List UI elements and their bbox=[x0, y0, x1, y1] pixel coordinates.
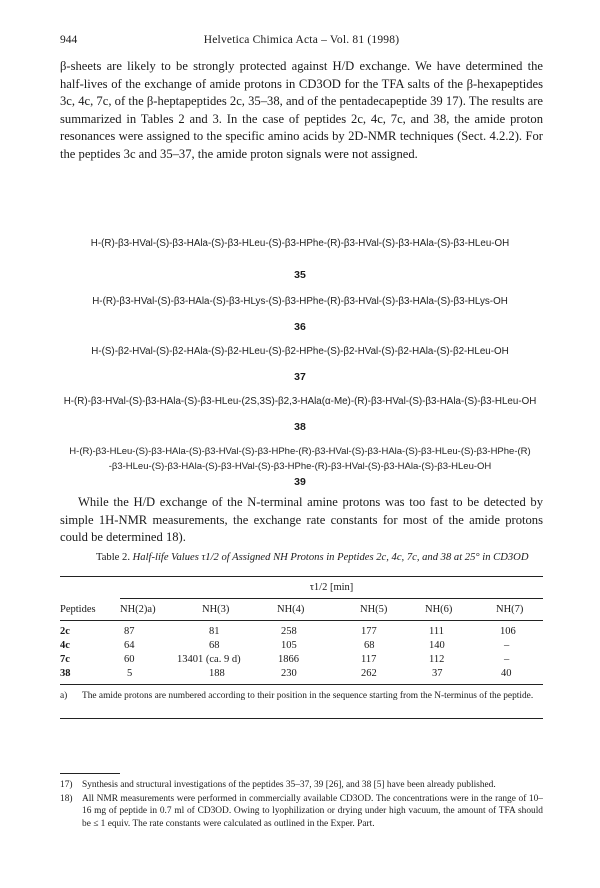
page-number: 944 bbox=[60, 34, 78, 46]
footnote-separator bbox=[60, 773, 120, 774]
table-spanner-header: τ1/2 [min] bbox=[309, 582, 354, 593]
table-row-2-nh3: 68 bbox=[209, 640, 220, 651]
column-header-nh7: NH(7) bbox=[496, 604, 524, 615]
table-caption-label: Table 2. bbox=[96, 552, 130, 563]
column-header-nh3: NH(3) bbox=[202, 604, 230, 615]
compound-36-label: 36 bbox=[294, 321, 306, 333]
table-row-3-nh3: 13401 (ca. 9 d) bbox=[177, 654, 241, 665]
compound-39-formula-line2: -β3-HLeu-(S)-β3-HAla-(S)-β3-HVal-(S)-β3-HPhe-(R)-β3-HVal-(S)-β3-HAla-(S)-β3-HLeu-OH bbox=[108, 461, 492, 472]
table-row-3-nh5: 117 bbox=[361, 654, 377, 665]
compound-38-formula: H-(R)-β3-HVal-(S)-β3-HAla-(S)-β3-HLeu-(2S,3S)-β2,3-HAla(α-Me)-(R)-β3-HVal-(S)-β3-HAla-(S)-β3-HLeu-OH bbox=[63, 396, 537, 407]
compound-39-label: 39 bbox=[294, 476, 306, 488]
table-row-4-nh5: 262 bbox=[361, 668, 377, 679]
table-row-1-nh7: 106 bbox=[500, 626, 516, 637]
compound-38-label: 38 bbox=[294, 421, 306, 433]
table-top-rule bbox=[60, 576, 543, 577]
table-row-4-peptide: 38 bbox=[60, 668, 71, 679]
table-row-2-nh4: 105 bbox=[281, 640, 297, 651]
table-caption-text: Half-life Values τ1/2 of Assigned NH Protons in Peptides 2c, 4c, 7c, and 38 at 25° in CD3OD bbox=[132, 552, 529, 563]
table-row-1-nh4: 258 bbox=[281, 626, 297, 637]
column-header-nh6: NH(6) bbox=[425, 604, 453, 615]
table-row-1-nh2: 87 bbox=[124, 626, 135, 637]
compound-35-label: 35 bbox=[294, 269, 306, 281]
table-row-2-peptide: 4c bbox=[60, 640, 70, 651]
table-row-4-nh4: 230 bbox=[281, 668, 297, 679]
table-row-3-nh6: 112 bbox=[429, 654, 445, 665]
table-row-2-nh7: – bbox=[504, 640, 510, 651]
compound-36-formula: H-(R)-β3-HVal-(S)-β3-HAla-(S)-β3-HLys-(S)-β3-HPhe-(R)-β3-HVal-(S)-β3-HAla-(S)-β3-HLys-OH bbox=[92, 296, 508, 307]
compound-37-formula: H-(S)-β2-HVal-(S)-β2-HAla-(S)-β2-HLeu-(S)-β2-HPhe-(S)-β2-HVal-(S)-β2-HAla-(S)-β2-HLeu-OH bbox=[91, 346, 509, 357]
table-row-4-nh7: 40 bbox=[501, 668, 512, 679]
table-row-2-nh2: 64 bbox=[124, 640, 135, 651]
table-row-3-nh4: 1866 bbox=[278, 654, 299, 665]
table-spanner-rule bbox=[120, 598, 543, 599]
footnote-17-text: Synthesis and structural investigations of the peptides 35–37, 39 [26], and 38 [5] have been already published. bbox=[82, 780, 496, 790]
compound-35-formula: H-(R)-β3-HVal-(S)-β3-HAla-(S)-β3-HLeu-(S)-β3-HPhe-(R)-β3-HVal-(S)-β3-HAla-(S)-β3-HLeu-OH bbox=[90, 238, 510, 249]
table-row-4-nh3: 188 bbox=[209, 668, 225, 679]
table-caption bbox=[96, 552, 556, 563]
page-header bbox=[60, 34, 543, 48]
footnote-18-text: All NMR measurements were performed in commercially available CD3OD. The concentrations were in the range of 10–16 mg of peptide in 0.7 ml of CD3OD. Owing to lyophilization or drying under high vacuum, the amount of TFA should be ≤ 1 equiv. The rate constants were calculated as outlined in the Exper. Part. bbox=[82, 794, 543, 829]
table-footnote-text: The amide protons are numbered according to their position in the sequence starting from the N-terminus of the peptide. bbox=[82, 691, 534, 701]
table-footnote-mark: a) bbox=[60, 691, 68, 701]
table-row-4-nh6: 37 bbox=[432, 668, 443, 679]
compound-37-label: 37 bbox=[294, 371, 306, 383]
table-row-2-nh6: 140 bbox=[429, 640, 445, 651]
footnote-18 bbox=[60, 793, 543, 843]
table-body-rule bbox=[60, 684, 543, 685]
running-title: Helvetica Chimica Acta – Vol. 81 (1998) bbox=[203, 34, 400, 46]
table-row-2-nh5: 68 bbox=[364, 640, 375, 651]
column-header-nh2: NH(2)a) bbox=[120, 604, 156, 615]
table-row-1-peptide: 2c bbox=[60, 626, 70, 637]
table-bottom-rule bbox=[60, 718, 543, 719]
body-paragraph-1: β-sheets are likely to be strongly protected against H/D exchange. We have determined the half-lives of the exchange of amide protons in CD3OD for the TFA salts of the β-hexapeptides 3c, 4c, 7c, of the β-heptapeptides 2c, 35–38, and of the pentadecapeptide 39 17). The results are summarized in Tables 2 and 3. In the case of peptides 2c, 4c, 7c, and 38, the amide proton resonances were assigned to the specific amino acids by 2D-NMR techniques (Sect. 4.2.2). For the peptides 3c and 35–37, the amide proton signals were not assigned. bbox=[60, 59, 543, 161]
table-row-3-nh2: 60 bbox=[124, 654, 135, 665]
body-paragraph-2: While the H/D exchange of the N-terminal amine protons was too fast to be detected by simple 1H-NMR measurements, the exchange rate constants for most of the amide protons could be determined 18). bbox=[60, 495, 543, 545]
footnote-17 bbox=[60, 779, 543, 792]
table-row-4-nh2: 5 bbox=[127, 668, 133, 679]
table-row-3-nh7: – bbox=[504, 654, 510, 665]
table-header-rule bbox=[60, 620, 543, 621]
table-row-1-nh5: 177 bbox=[361, 626, 377, 637]
table-row-1-nh6: 111 bbox=[429, 626, 444, 637]
column-header-nh4: NH(4) bbox=[277, 604, 305, 615]
table-row-3-peptide: 7c bbox=[60, 654, 70, 665]
footnote-17-mark: 17) bbox=[60, 780, 73, 790]
column-header-peptides: Peptides bbox=[60, 604, 96, 615]
compound-39-formula-line1: H-(R)-β3-HLeu-(S)-β3-HAla-(S)-β3-HVal-(S)-β3-HPhe-(R)-β3-HVal-(S)-β3-HAla-(S)-β3-HLeu-(S)-β3-HPhe-(R) bbox=[69, 446, 531, 457]
table-row-1-nh3: 81 bbox=[209, 626, 220, 637]
column-header-nh5: NH(5) bbox=[360, 604, 388, 615]
footnote-18-mark: 18) bbox=[60, 794, 73, 804]
